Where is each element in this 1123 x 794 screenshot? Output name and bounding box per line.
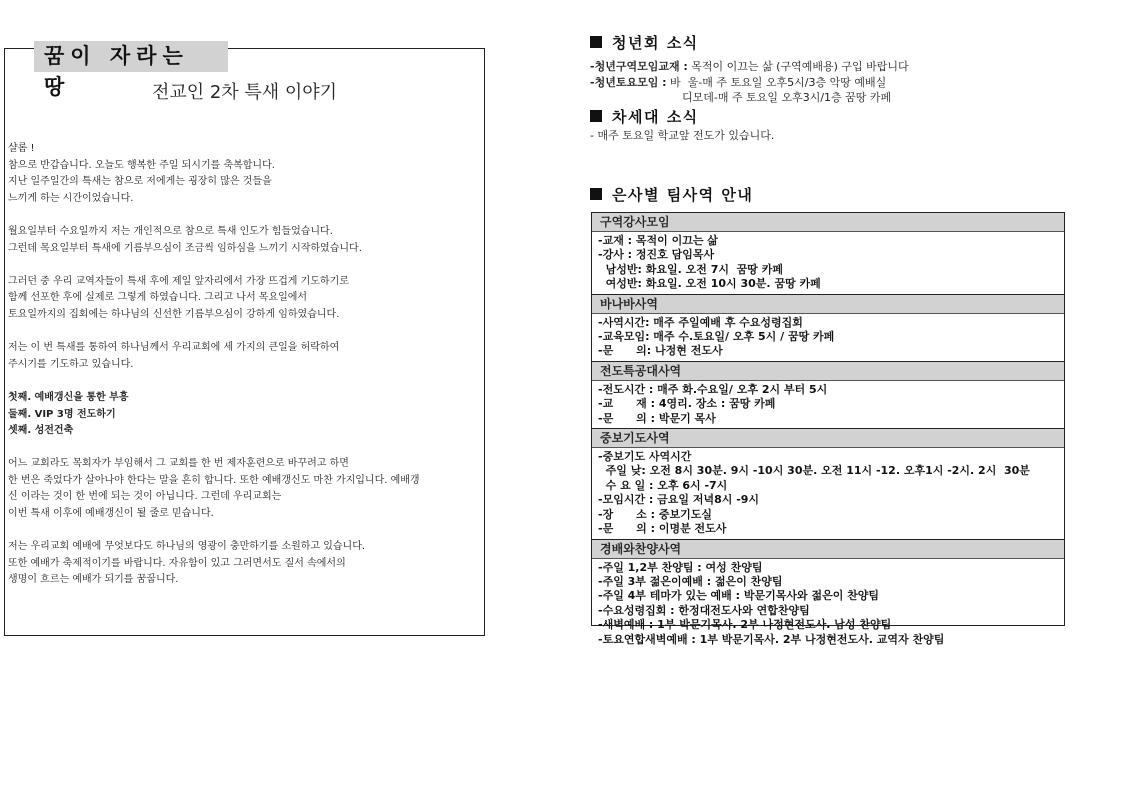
sermon-line: 지난 일주일간의 특새는 참으로 저에게는 굉장히 많은 것들을 [8, 176, 272, 188]
ministry-line: 수 요 일 : 오후 6시 -7시 [598, 478, 728, 492]
sermon-line: 샬롬 ! [8, 143, 35, 154]
sermon-line: 어느 교회라도 목회자가 부임해서 그 교회를 한 번 제자훈련으로 바꾸려고 하면 [8, 458, 349, 470]
ministry-section-body [592, 381, 1064, 428]
square-bullet-icon [590, 36, 602, 48]
ministry-line: -문 의 : 박문기 목사 [598, 411, 716, 425]
sermon-line: 둘째. VIP 3명 전도하기 [8, 408, 116, 420]
ministry-section-body [592, 448, 1064, 538]
ministry-line: -문 의: 나정현 전도사 [598, 344, 723, 358]
ministry-line: -주일 1,2부 찬양팀 : 여성 찬양팀 [598, 560, 763, 574]
ministry-section-header: 구역강사모임 [592, 213, 1064, 232]
sermon-line: 이번 특새 이후에 예배갱신이 될 줄로 믿습니다. [8, 508, 214, 520]
sermon-line: 신 이라는 것이 한 번에 되는 것이 아닙니다. 그런데 우리교회는 [8, 491, 282, 503]
sermon-line: 주시기를 기도하고 있습니다. [8, 358, 134, 370]
ministry-line: -모임시간 : 금요일 저녁8시 -9시 [598, 493, 760, 507]
nextgen-news-heading: 차세대 소식 [590, 106, 699, 127]
ministry-section-body [592, 314, 1064, 361]
sermon-line: 생명이 흐르는 예배가 되기를 꿈꿉니다. [8, 574, 179, 586]
ministry-line: -장 소 : 중보기도실 [598, 507, 712, 521]
ministry-table [591, 212, 1065, 646]
youth-news-line: 디모데-매 주 토요일 오후3시/1층 꿈땅 카페 [682, 91, 892, 104]
sermon-line: 그런데 목요일부터 특새에 기름부으심이 조금씩 임하심을 느끼기 시작하였습니다. [8, 242, 362, 254]
nextgen-news [590, 128, 774, 144]
sermon-line: 월요일부터 수요일까지 저는 개인적으로 참으로 특새 인도가 힘들었습니다. [8, 225, 333, 237]
nextgen-news-line: - 매주 토요일 학교앞 전도가 있습니다. [590, 129, 775, 142]
ministry-line: -교육모임: 매주 수.토요일/ 오후 5시 / 꿈땅 카페 [598, 330, 835, 344]
square-bullet-icon [590, 110, 602, 122]
ministry-line: -주일 4부 테마가 있는 예배 : 박문기목사와 젊은이 찬양팀 [598, 589, 880, 603]
ministry-section-body [592, 232, 1064, 294]
ministry-line: -중보기도 사역시간 [598, 450, 692, 464]
ministry-section-header: 전도특공대사역 [592, 361, 1064, 381]
ministry-line: -새벽예배 : 1부 박문기목사. 2부 나정현전도사. 남성 찬양팀 [598, 618, 892, 632]
ministry-line: -사역시간: 매주 주일예배 후 수요성령집회 [598, 315, 803, 329]
sermon-line: 또한 예배가 축제적이기를 바랍니다. 자유함이 있고 그러면서도 질서 속에서의 [8, 557, 346, 569]
sermon-line: 참으로 반갑습니다. 오늘도 행복한 주일 되시기를 축복합니다. [8, 159, 275, 171]
square-bullet-icon [590, 188, 602, 200]
ministry-line: -토요연합새벽예배 : 1부 박문기목사. 2부 나정현전도사. 교역자 찬양팀 [598, 632, 945, 646]
ministry-line: -교 재 : 4영리. 장소 : 꿈땅 카페 [598, 397, 776, 411]
youth-news [590, 59, 909, 106]
ministry-section-body [592, 559, 1064, 649]
ministry-line: -문 의 : 이명분 전도사 [598, 522, 727, 536]
sermon-title: 꿈이 자라는 땅 [34, 41, 228, 72]
ministry-section-header: 경배와찬양사역 [592, 539, 1064, 559]
sermon-line: 첫째. 예배갱신을 통한 부흥 [8, 391, 129, 403]
ministry-line: 여성반: 화요일. 오전 10시 30분. 꿈땅 카페 [598, 277, 821, 291]
sermon-line: 저는 우리교회 예배에 무엇보다도 하나님의 영광이 충만하기를 소원하고 있습니다. [8, 541, 366, 553]
sermon-line: 셋째. 성전건축 [8, 425, 74, 437]
sermon-line: 느끼게 하는 시간이었습니다. [8, 192, 134, 204]
sermon-body [8, 141, 486, 589]
youth-news-line: -청년토요모임 : 바 울-매 주 토요일 오후5시/3층 악땅 예배실 [590, 75, 887, 89]
ministry-line: -전도시간 : 매주 화.수요일/ 오후 2시 부터 5시 [598, 382, 828, 396]
ministry-line: 주일 낮: 오전 8시 30분. 9시 -10시 30분. 오전 11시 -12. 오후1시 -2시. 2시 30분 [598, 464, 1030, 478]
ministry-line: -강사 : 정진호 담임목사 [598, 248, 715, 262]
ministry-line: -교재 : 목적이 이끄는 삶 [598, 234, 718, 247]
ministry-line: -주일 3부 젊은이예배 : 젊은이 찬양팀 [598, 574, 783, 588]
youth-news-heading: 청년회 소식 [590, 32, 699, 53]
sermon-line: 그러던 중 우리 교역자들이 특새 후에 제일 앞자리에서 가장 뜨겁게 기도하기로 [8, 275, 349, 287]
ministry-line: -수요성령집회 : 한정대전도사와 연합찬양팀 [598, 603, 810, 617]
sermon-line: 토요일까지의 집회에는 하나님의 신선한 기름부으심이 강하게 임하였습니다. [8, 308, 340, 320]
ministry-section-header: 바나바사역 [592, 294, 1064, 314]
youth-news-line: -청년구역모임교재 : 목적이 이끄는 삶 (구역예배용) 구입 바랍니다 [590, 60, 909, 73]
sermon-line: 한 번은 죽었다가 살아나야 한다는 말을 흔히 합니다. 또한 예배갱신도 마찬 가지입니다. 예배갱 [8, 474, 420, 486]
ministry-heading: 은사별 팀사역 안내 [590, 184, 753, 205]
sermon-subtitle: 전교인 2차 특새 이야기 [151, 82, 338, 103]
ministry-line: 남성반: 화요일. 오전 7시 꿈땅 카페 [598, 262, 784, 276]
sermon-line: 함께 선포한 후에 실제로 그렇게 하였습니다. 그리고 나서 목요일에서 [8, 292, 308, 304]
sermon-line: 저는 이 번 특새를 통하여 하나님께서 우리교회에 세 가지의 큰일을 허락하여 [8, 342, 340, 354]
ministry-section-header: 중보기도사역 [592, 428, 1064, 448]
